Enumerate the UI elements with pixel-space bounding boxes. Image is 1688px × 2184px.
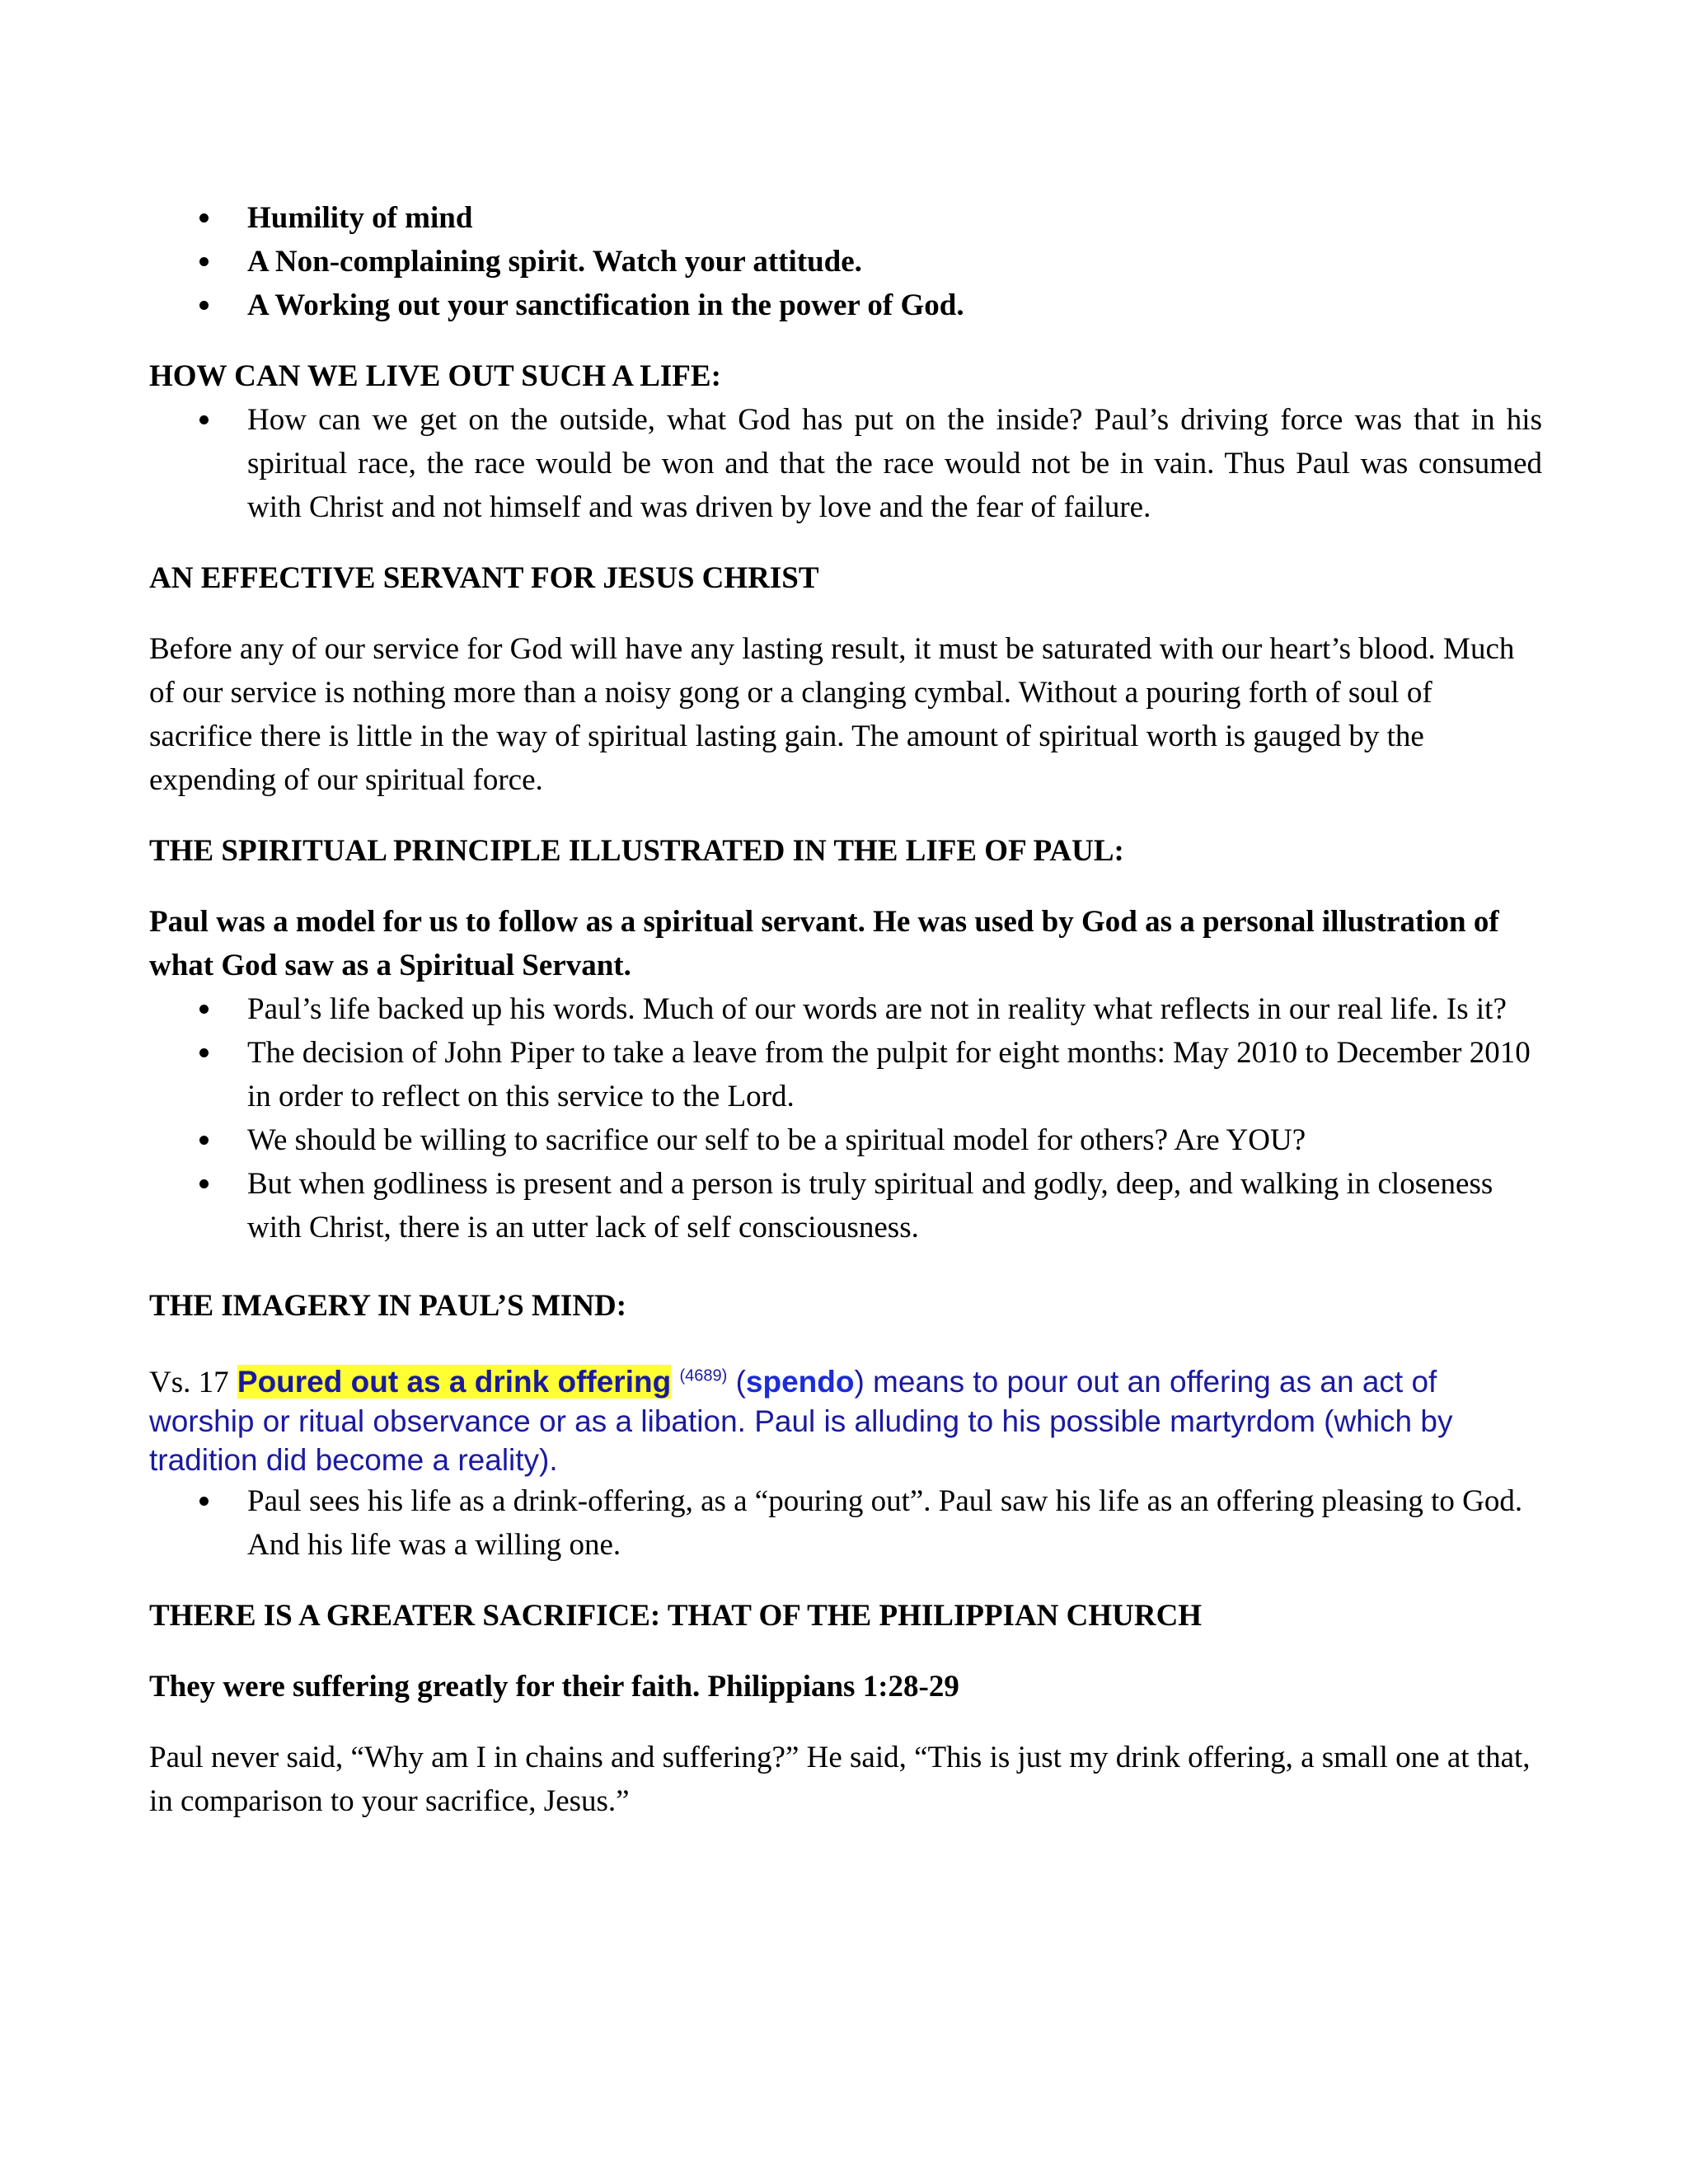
- principle-bold-paragraph: Paul was a model for us to follow as a spiritual servant. He was used by God as a personal illustration of what God saw as a Spiritual Servant.: [149, 905, 1499, 982]
- strongs-number: (4689): [679, 1366, 728, 1385]
- list-item: We should be willing to sacrifice our self to be a spiritual model for others? Are YOU?: [247, 1118, 1542, 1162]
- heading-spiritual-principle: THE SPIRITUAL PRINCIPLE ILLUSTRATED IN THE LIFE OF PAUL:: [149, 834, 1124, 868]
- heading-imagery: THE IMAGERY IN PAUL’S MIND:: [149, 1289, 627, 1323]
- greater-paragraph: Paul never said, “Why am I in chains and suffering?” He said, “This is just my drink offering, a small one at that, in comparison to your sacrifice, Jesus.”: [149, 1741, 1531, 1818]
- heading-effective-servant: AN EFFECTIVE SERVANT FOR JESUS CHRIST: [149, 561, 819, 595]
- list-item: How can we get on the outside, what God has put on the inside? Paul’s driving force was that in his spiritual race, the race would be won and that the race would not be in vain. Thus Paul was consumed with Christ and not himself and was driven by love and the fear of failure.: [247, 398, 1542, 529]
- greater-bold-paragraph: They were suffering greatly for their faith. Philippians 1:28-29: [149, 1670, 959, 1704]
- principle-bullet-list: [149, 987, 1542, 1249]
- imagery-bullet-list: [149, 1479, 1542, 1567]
- list-item: Humility of mind: [247, 196, 1542, 240]
- definition-text: ) means to pour out an offering as an act of worship or ritual observance or as a libation. Paul is alluding to his possible martyrdom (which by tradition did become a reality).: [149, 1365, 1453, 1477]
- servant-paragraph: Before any of our service for God will have any lasting result, it must be saturated with our heart’s blood. Much of our service is nothing more than a noisy gong or a clanging cymbal. Without a pouring forth of soul of sacrifice there is little in the way of spiritual lasting gain. The amount of spiritual worth is gauged by the expending of our spiritual force.: [149, 632, 1515, 797]
- list-item: A Non-complaining spirit. Watch your attitude.: [247, 240, 1542, 284]
- highlighted-phrase: Poured out as a drink offering: [237, 1365, 672, 1399]
- list-item: Paul sees his life as a drink-offering, as a “pouring out”. Paul saw his life as an offering pleasing to God. And his life was a willing one.: [247, 1479, 1542, 1567]
- how-bullet-list: [149, 398, 1542, 529]
- verse-reference: Vs. 17: [149, 1366, 229, 1399]
- verse-definition: [149, 1362, 1542, 1479]
- greek-word: spendo: [745, 1365, 855, 1399]
- document-content: [149, 196, 1542, 1823]
- heading-greater-sacrifice: THERE IS A GREATER SACRIFICE: THAT OF THE PHILIPPIAN CHURCH: [149, 1599, 1203, 1633]
- list-item: But when godliness is present and a person is truly spiritual and godly, deep, and walking in closeness with Christ, there is an utter lack of self consciousness.: [247, 1162, 1542, 1249]
- list-item: Paul’s life backed up his words. Much of our words are not in reality what reflects in our real life. Is it?: [247, 987, 1542, 1031]
- heading-how-can-we-live: HOW CAN WE LIVE OUT SUCH A LIFE:: [149, 359, 721, 393]
- list-item: The decision of John Piper to take a leave from the pulpit for eight months: May 2010 to December 2010 in order to reflect on this service to the Lord.: [247, 1031, 1542, 1118]
- list-item: A Working out your sanctification in the power of God.: [247, 284, 1542, 327]
- paren-open: (: [735, 1365, 746, 1399]
- top-bullet-list: [149, 196, 1542, 327]
